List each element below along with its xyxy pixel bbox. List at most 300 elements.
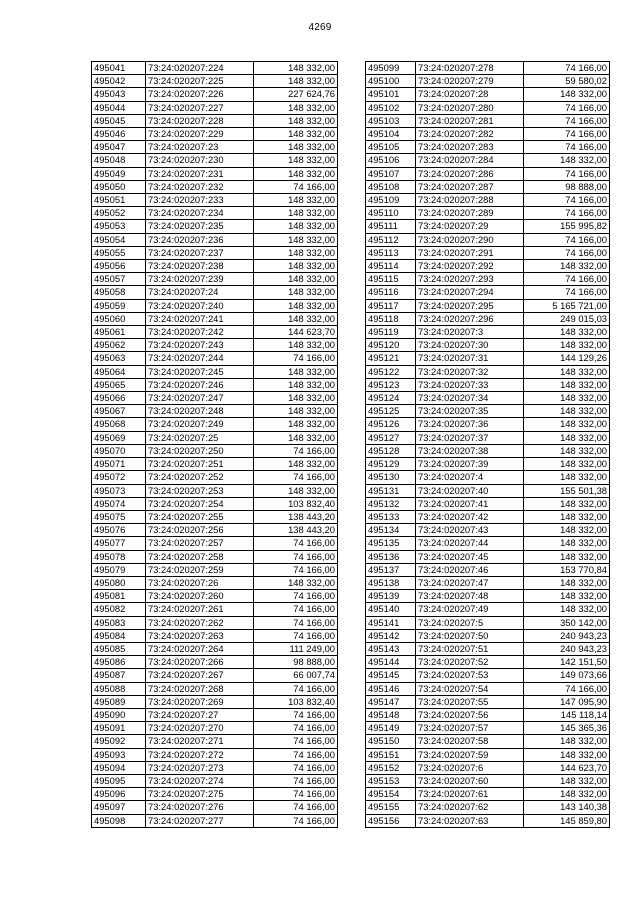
cadastral-number: 73:24:020207:279 — [416, 75, 524, 88]
cadastral-value: 148 332,00 — [254, 62, 338, 75]
record-number: 495073 — [92, 484, 146, 497]
cadastral-number: 73:24:020207:249 — [146, 418, 254, 431]
table-row — [366, 220, 610, 233]
cadastral-number: 73:24:020207:52 — [416, 656, 524, 669]
table-row — [92, 75, 338, 88]
cadastral-number: 73:24:020207:240 — [146, 299, 254, 312]
table-row — [366, 167, 610, 180]
table-row — [366, 576, 610, 589]
cadastral-value: 148 332,00 — [254, 378, 338, 391]
table-row — [92, 207, 338, 220]
cadastral-value: 148 332,00 — [254, 167, 338, 180]
record-number: 495101 — [366, 88, 416, 101]
table-row — [92, 339, 338, 352]
cadastral-number: 73:24:020207:263 — [146, 629, 254, 642]
table-row — [92, 629, 338, 642]
cadastral-value: 145 118,14 — [524, 708, 610, 721]
cadastral-number: 73:24:020207:237 — [146, 246, 254, 259]
cadastral-value: 227 624,76 — [254, 88, 338, 101]
record-number: 495155 — [366, 801, 416, 814]
table-row — [92, 510, 338, 523]
table-row — [366, 484, 610, 497]
cadastral-number: 73:24:020207:59 — [416, 748, 524, 761]
record-number: 495114 — [366, 260, 416, 273]
cadastral-value: 148 332,00 — [254, 220, 338, 233]
cadastral-number: 73:24:020207:284 — [416, 154, 524, 167]
cadastral-value: 74 166,00 — [254, 352, 338, 365]
table-row — [92, 524, 338, 537]
record-number: 495146 — [366, 682, 416, 695]
table-row — [92, 563, 338, 576]
record-number: 495082 — [92, 603, 146, 616]
cadastral-value: 74 166,00 — [524, 273, 610, 286]
page-number: 4269 — [308, 22, 332, 33]
record-number: 495069 — [92, 431, 146, 444]
record-number: 495144 — [366, 656, 416, 669]
cadastral-number: 73:24:020207:264 — [146, 642, 254, 655]
cadastral-number: 73:24:020207:33 — [416, 378, 524, 391]
cadastral-number: 73:24:020207:283 — [416, 141, 524, 154]
record-number: 495094 — [92, 761, 146, 774]
cadastral-value: 148 332,00 — [254, 114, 338, 127]
cadastral-number: 73:24:020207:43 — [416, 524, 524, 537]
table-row — [92, 246, 338, 259]
cadastral-value: 153 770,84 — [524, 563, 610, 576]
cadastral-number: 73:24:020207:4 — [416, 471, 524, 484]
record-number: 495142 — [366, 629, 416, 642]
cadastral-value: 74 166,00 — [254, 761, 338, 774]
table-row — [366, 194, 610, 207]
table-row — [366, 616, 610, 629]
record-number: 495084 — [92, 629, 146, 642]
record-number: 495047 — [92, 141, 146, 154]
cadastral-number: 73:24:020207:277 — [146, 814, 254, 827]
cadastral-value: 103 832,40 — [254, 695, 338, 708]
cadastral-value: 148 332,00 — [254, 260, 338, 273]
cadastral-number: 73:24:020207:268 — [146, 682, 254, 695]
cadastral-value: 148 332,00 — [524, 735, 610, 748]
table-row — [366, 141, 610, 154]
table-row — [92, 392, 338, 405]
table-row — [366, 326, 610, 339]
cadastral-number: 73:24:020207:40 — [416, 484, 524, 497]
record-number: 495104 — [366, 128, 416, 141]
record-number: 495110 — [366, 207, 416, 220]
table-row — [366, 788, 610, 801]
cadastral-value: 138 443,20 — [254, 524, 338, 537]
cadastral-number: 73:24:020207:295 — [416, 299, 524, 312]
table-row — [366, 444, 610, 457]
cadastral-value: 148 332,00 — [254, 273, 338, 286]
record-number: 495124 — [366, 392, 416, 405]
record-number: 495050 — [92, 180, 146, 193]
table-row — [92, 788, 338, 801]
cadastral-number: 73:24:020207:248 — [146, 405, 254, 418]
record-number: 495151 — [366, 748, 416, 761]
cadastral-number: 73:24:020207:238 — [146, 260, 254, 273]
cadastral-number: 73:24:020207:275 — [146, 788, 254, 801]
table-row — [92, 748, 338, 761]
cadastral-number: 73:24:020207:26 — [146, 576, 254, 589]
table-row — [92, 642, 338, 655]
record-number: 495137 — [366, 563, 416, 576]
cadastral-number: 73:24:020207:41 — [416, 497, 524, 510]
record-number: 495105 — [366, 141, 416, 154]
record-number: 495054 — [92, 233, 146, 246]
cadastral-number: 73:24:020207:253 — [146, 484, 254, 497]
record-number: 495095 — [92, 774, 146, 787]
table-row — [92, 801, 338, 814]
cadastral-value: 148 332,00 — [524, 339, 610, 352]
cadastral-value: 148 332,00 — [524, 576, 610, 589]
cadastral-value: 148 332,00 — [524, 497, 610, 510]
cadastral-number: 73:24:020207:58 — [416, 735, 524, 748]
cadastral-value: 148 332,00 — [524, 326, 610, 339]
cadastral-number: 73:24:020207:25 — [146, 431, 254, 444]
cadastral-number: 73:24:020207:31 — [416, 352, 524, 365]
table-row — [366, 801, 610, 814]
cadastral-value: 74 166,00 — [254, 444, 338, 457]
cadastral-number: 73:24:020207:243 — [146, 339, 254, 352]
cadastral-value: 74 166,00 — [524, 128, 610, 141]
cadastral-number: 73:24:020207:245 — [146, 365, 254, 378]
cadastral-number: 73:24:020207:290 — [416, 233, 524, 246]
record-number: 495076 — [92, 524, 146, 537]
cadastral-number: 73:24:020207:281 — [416, 114, 524, 127]
record-number: 495089 — [92, 695, 146, 708]
table-body-left — [92, 62, 338, 828]
cadastral-value: 59 580,02 — [524, 75, 610, 88]
record-number: 495116 — [366, 286, 416, 299]
table-row — [366, 378, 610, 391]
cadastral-number: 73:24:020207:261 — [146, 603, 254, 616]
record-number: 495117 — [366, 299, 416, 312]
record-number: 495109 — [366, 194, 416, 207]
cadastral-value: 74 166,00 — [524, 682, 610, 695]
cadastral-value: 155 995,82 — [524, 220, 610, 233]
cadastral-number: 73:24:020207:252 — [146, 471, 254, 484]
record-number: 495134 — [366, 524, 416, 537]
record-number: 495115 — [366, 273, 416, 286]
cadastral-value: 149 073,66 — [524, 669, 610, 682]
record-number: 495127 — [366, 431, 416, 444]
cadastral-number: 73:24:020207:42 — [416, 510, 524, 523]
record-number: 495080 — [92, 576, 146, 589]
table-row — [366, 405, 610, 418]
cadastral-value: 148 332,00 — [254, 246, 338, 259]
record-number: 495078 — [92, 550, 146, 563]
cadastral-number: 73:24:020207:27 — [146, 708, 254, 721]
cadastral-number: 73:24:020207:62 — [416, 801, 524, 814]
cadastral-value: 74 166,00 — [254, 735, 338, 748]
cadastral-number: 73:24:020207:30 — [416, 339, 524, 352]
record-number: 495085 — [92, 642, 146, 655]
cadastral-value: 148 332,00 — [524, 471, 610, 484]
table-row — [366, 537, 610, 550]
record-number: 495091 — [92, 722, 146, 735]
cadastral-value: 148 332,00 — [524, 392, 610, 405]
table-row — [366, 603, 610, 616]
record-number: 495058 — [92, 286, 146, 299]
cadastral-value: 148 332,00 — [524, 378, 610, 391]
record-number: 495121 — [366, 352, 416, 365]
cadastral-value: 74 166,00 — [254, 180, 338, 193]
cadastral-number: 73:24:020207:53 — [416, 669, 524, 682]
record-number: 495126 — [366, 418, 416, 431]
table-row — [366, 392, 610, 405]
table-row — [366, 748, 610, 761]
cadastral-value: 148 332,00 — [524, 431, 610, 444]
cadastral-value: 148 332,00 — [524, 774, 610, 787]
record-number: 495052 — [92, 207, 146, 220]
table-row — [366, 128, 610, 141]
cadastral-number: 73:24:020207:54 — [416, 682, 524, 695]
table-row — [366, 418, 610, 431]
table-row — [366, 101, 610, 114]
record-number: 495135 — [366, 537, 416, 550]
cadastral-value: 148 332,00 — [254, 141, 338, 154]
cadastral-number: 73:24:020207:48 — [416, 590, 524, 603]
cadastral-number: 73:24:020207:60 — [416, 774, 524, 787]
record-number: 495147 — [366, 695, 416, 708]
cadastral-number: 73:24:020207:29 — [416, 220, 524, 233]
cadastral-number: 73:24:020207:266 — [146, 656, 254, 669]
record-number: 495056 — [92, 260, 146, 273]
table-row — [92, 405, 338, 418]
table-row — [92, 220, 338, 233]
table-row — [366, 590, 610, 603]
record-number: 495083 — [92, 616, 146, 629]
cadastral-number: 73:24:020207:235 — [146, 220, 254, 233]
record-number: 495113 — [366, 246, 416, 259]
cadastral-value: 74 166,00 — [254, 471, 338, 484]
cadastral-value: 98 888,00 — [254, 656, 338, 669]
cadastral-number: 73:24:020207:289 — [416, 207, 524, 220]
cadastral-number: 73:24:020207:63 — [416, 814, 524, 827]
cadastral-value: 74 166,00 — [254, 788, 338, 801]
cadastral-number: 73:24:020207:257 — [146, 537, 254, 550]
record-number: 495153 — [366, 774, 416, 787]
cadastral-number: 73:24:020207:242 — [146, 326, 254, 339]
cadastral-number: 73:24:020207:278 — [416, 62, 524, 75]
table-row — [92, 418, 338, 431]
record-number: 495067 — [92, 405, 146, 418]
record-number: 495074 — [92, 497, 146, 510]
cadastral-number: 73:24:020207:239 — [146, 273, 254, 286]
table-row — [92, 141, 338, 154]
cadastral-value: 148 332,00 — [254, 365, 338, 378]
cadastral-number: 73:24:020207:246 — [146, 378, 254, 391]
cadastral-value: 148 332,00 — [254, 154, 338, 167]
cadastral-value: 148 332,00 — [254, 286, 338, 299]
table-row — [366, 75, 610, 88]
table-row — [366, 471, 610, 484]
record-number: 495148 — [366, 708, 416, 721]
record-number: 495156 — [366, 814, 416, 827]
cadastral-value: 74 166,00 — [524, 62, 610, 75]
cadastral-number: 73:24:020207:28 — [416, 88, 524, 101]
cadastral-value: 148 332,00 — [524, 444, 610, 457]
cadastral-number: 73:24:020207:32 — [416, 365, 524, 378]
record-number: 495049 — [92, 167, 146, 180]
cadastral-number: 73:24:020207:259 — [146, 563, 254, 576]
cadastral-number: 73:24:020207:47 — [416, 576, 524, 589]
record-number: 495128 — [366, 444, 416, 457]
cadastral-value: 148 332,00 — [254, 392, 338, 405]
cadastral-number: 73:24:020207:286 — [416, 167, 524, 180]
cadastral-value: 148 332,00 — [524, 260, 610, 273]
record-number: 495143 — [366, 642, 416, 655]
record-number: 495064 — [92, 365, 146, 378]
table-row — [92, 656, 338, 669]
table-row — [366, 761, 610, 774]
table-row — [92, 154, 338, 167]
record-number: 495093 — [92, 748, 146, 761]
cadastral-value: 74 166,00 — [254, 682, 338, 695]
cadastral-value: 74 166,00 — [254, 748, 338, 761]
cadastral-number: 73:24:020207:228 — [146, 114, 254, 127]
table-row — [92, 616, 338, 629]
cadastral-number: 73:24:020207:236 — [146, 233, 254, 246]
cadastral-value: 74 166,00 — [254, 708, 338, 721]
record-number: 495079 — [92, 563, 146, 576]
cadastral-number: 73:24:020207:46 — [416, 563, 524, 576]
table-row — [366, 299, 610, 312]
cadastral-number: 73:24:020207:276 — [146, 801, 254, 814]
record-number: 495045 — [92, 114, 146, 127]
cadastral-number: 73:24:020207:5 — [416, 616, 524, 629]
cadastral-value: 148 332,00 — [254, 101, 338, 114]
table-row — [366, 365, 610, 378]
table-row — [366, 246, 610, 259]
table-row — [366, 550, 610, 563]
cadastral-value: 144 623,70 — [254, 326, 338, 339]
cadastral-value: 147 095,90 — [524, 695, 610, 708]
cadastral-number: 73:24:020207:23 — [146, 141, 254, 154]
cadastral-number: 73:24:020207:39 — [416, 458, 524, 471]
cadastral-value: 111 249,00 — [254, 642, 338, 655]
cadastral-value: 148 332,00 — [254, 418, 338, 431]
table-row — [366, 497, 610, 510]
record-number: 495106 — [366, 154, 416, 167]
record-number: 495099 — [366, 62, 416, 75]
table-row — [92, 378, 338, 391]
cadastral-number: 73:24:020207:270 — [146, 722, 254, 735]
table-row — [92, 260, 338, 273]
cadastral-value: 74 166,00 — [254, 722, 338, 735]
cadastral-number: 73:24:020207:55 — [416, 695, 524, 708]
record-number: 495130 — [366, 471, 416, 484]
cadastral-number: 73:24:020207:3 — [416, 326, 524, 339]
record-number: 495065 — [92, 378, 146, 391]
record-number: 495088 — [92, 682, 146, 695]
table-row — [92, 576, 338, 589]
record-number: 495149 — [366, 722, 416, 735]
cadastral-value: 74 166,00 — [254, 801, 338, 814]
cadastral-value: 148 332,00 — [254, 405, 338, 418]
record-number: 495086 — [92, 656, 146, 669]
cadastral-value: 74 166,00 — [524, 167, 610, 180]
table-row — [92, 774, 338, 787]
table-row — [366, 207, 610, 220]
table-row — [92, 88, 338, 101]
cadastral-value: 148 332,00 — [524, 788, 610, 801]
record-number: 495070 — [92, 444, 146, 457]
record-number: 495112 — [366, 233, 416, 246]
cadastral-number: 73:24:020207:274 — [146, 774, 254, 787]
table-row — [366, 722, 610, 735]
cadastral-value: 143 140,38 — [524, 801, 610, 814]
cadastral-value: 148 332,00 — [254, 431, 338, 444]
cadastral-number: 73:24:020207:282 — [416, 128, 524, 141]
cadastral-value: 148 332,00 — [524, 154, 610, 167]
cadastral-number: 73:24:020207:49 — [416, 603, 524, 616]
cadastral-value: 148 332,00 — [254, 299, 338, 312]
record-number: 495087 — [92, 669, 146, 682]
cadastral-number: 73:24:020207:233 — [146, 194, 254, 207]
table-row — [92, 365, 338, 378]
cadastral-value: 148 332,00 — [254, 339, 338, 352]
record-number: 495111 — [366, 220, 416, 233]
cadastral-value: 148 332,00 — [524, 748, 610, 761]
cadastral-value: 145 859,80 — [524, 814, 610, 827]
table-row — [92, 497, 338, 510]
table-row — [366, 695, 610, 708]
record-number: 495108 — [366, 180, 416, 193]
cadastral-number: 73:24:020207:247 — [146, 392, 254, 405]
cadastral-value: 148 332,00 — [524, 88, 610, 101]
cadastral-number: 73:24:020207:231 — [146, 167, 254, 180]
cadastral-value: 144 623,70 — [524, 761, 610, 774]
table-row — [366, 312, 610, 325]
record-number: 495066 — [92, 392, 146, 405]
table-row — [366, 629, 610, 642]
cadastral-value: 148 332,00 — [254, 233, 338, 246]
cadastral-number: 73:24:020207:234 — [146, 207, 254, 220]
table-row — [92, 722, 338, 735]
record-number: 495096 — [92, 788, 146, 801]
record-number: 495120 — [366, 339, 416, 352]
cadastral-value: 145 365,36 — [524, 722, 610, 735]
cadastral-value: 148 332,00 — [254, 458, 338, 471]
table-row — [366, 814, 610, 827]
cadastral-value: 240 943,23 — [524, 642, 610, 655]
cadastral-value: 148 332,00 — [524, 524, 610, 537]
record-number: 495100 — [366, 75, 416, 88]
record-number: 495132 — [366, 497, 416, 510]
cadastral-value: 148 332,00 — [254, 312, 338, 325]
record-number: 495060 — [92, 312, 146, 325]
cadastral-number: 73:24:020207:250 — [146, 444, 254, 457]
cadastral-number: 73:24:020207:225 — [146, 75, 254, 88]
record-number: 495072 — [92, 471, 146, 484]
table-row — [366, 682, 610, 695]
cadastral-number: 73:24:020207:229 — [146, 128, 254, 141]
cadastral-number: 73:24:020207:271 — [146, 735, 254, 748]
cadastral-number: 73:24:020207:251 — [146, 458, 254, 471]
table-row — [92, 180, 338, 193]
table-row — [92, 273, 338, 286]
cadastral-value: 350 142,00 — [524, 616, 610, 629]
cadastral-value: 74 166,00 — [524, 207, 610, 220]
cadastral-table-left — [91, 61, 338, 828]
record-number: 495133 — [366, 510, 416, 523]
table-row — [366, 524, 610, 537]
record-number: 495129 — [366, 458, 416, 471]
cadastral-value: 148 332,00 — [524, 537, 610, 550]
record-number: 495150 — [366, 735, 416, 748]
cadastral-number: 73:24:020207:262 — [146, 616, 254, 629]
